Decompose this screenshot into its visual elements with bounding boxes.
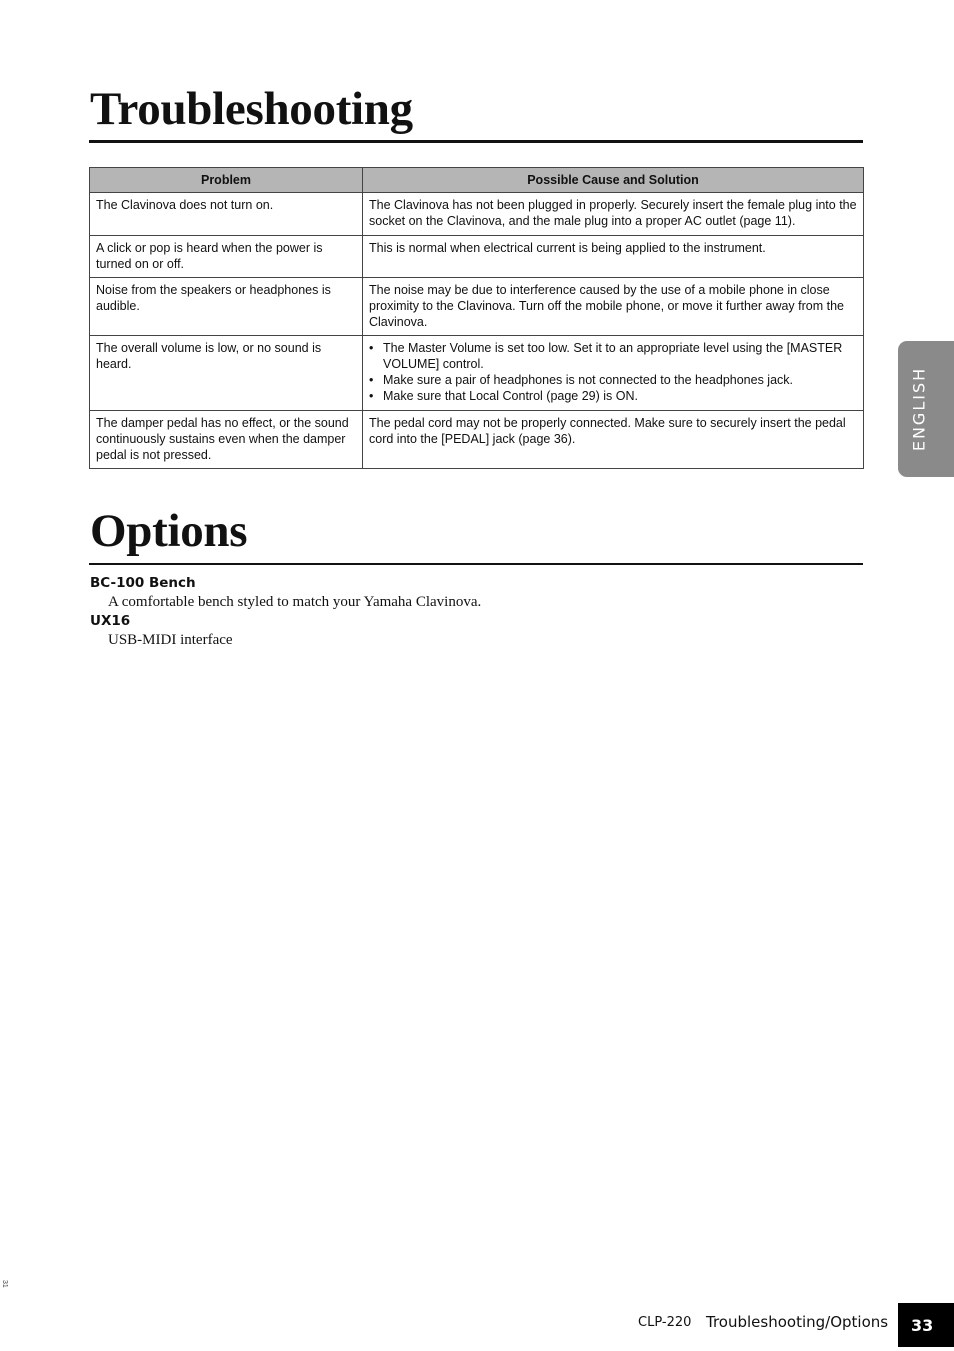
column-header-problem: Problem [90,168,363,193]
solution-list-item: • The Master Volume is set too low. Set it to an appropriate level using the [MASTER VOLUME] control. [369,340,857,372]
solution-cell [363,336,864,411]
problem-cell: The overall volume is low, or no sound is heard. [90,336,363,411]
options-title: Options [90,505,248,557]
title-rule [89,563,863,565]
language-tab [898,341,954,477]
problem-cell: A click or pop is heard when the power is turned on or off. [90,236,363,278]
problem-cell: Noise from the speakers or headphones is audible. [90,278,363,336]
page-number: 33 [898,1303,954,1347]
option-name: BC-100 Bench [90,575,196,591]
language-tab-label: ENGLISH [909,366,929,452]
table-row [90,278,864,336]
table-row [90,411,864,469]
table-row [90,193,864,236]
footer-section-title: Troubleshooting/Options [706,1313,889,1331]
problem-cell: The damper pedal has no effect, or the sound continuously sustains even when the damper pedal is not pressed. [90,411,363,469]
solution-cell: The pedal cord may not be properly connected. Make sure to securely insert the pedal cord into the [PEDAL] jack (page 36). [363,411,864,469]
solution-list-item: • Make sure a pair of headphones is not connected to the headphones jack. [369,372,857,388]
table-row [90,336,864,411]
option-description: USB-MIDI interface [108,632,233,648]
table-row [90,236,864,278]
title-rule [89,140,863,143]
problem-cell: The Clavinova does not turn on. [90,193,363,236]
troubleshooting-table [89,167,864,469]
option-name: UX16 [90,613,131,629]
column-header-solution: Possible Cause and Solution [363,168,864,193]
option-description: A comfortable bench styled to match your Yamaha Clavinova. [108,594,482,610]
solution-cell: The noise may be due to interference caused by the use of a mobile phone in close proximity to the Clavinova. Turn off the mobile phone, or move it further away from the Clavinova. [363,278,864,336]
footer-model: CLP-220 [638,1315,692,1330]
table-header-row [90,168,864,193]
solution-list [369,340,857,404]
troubleshooting-title: Troubleshooting [90,83,413,135]
solution-list-item: • Make sure that Local Control (page 29) is ON. [369,388,857,404]
solution-cell: This is normal when electrical current is being applied to the instrument. [363,236,864,278]
margin-mark: 31 [1,1280,8,1288]
solution-cell: The Clavinova has not been plugged in properly. Securely insert the female plug into the socket on the Clavinova, and the male plug into a proper AC outlet (page 11). [363,193,864,236]
